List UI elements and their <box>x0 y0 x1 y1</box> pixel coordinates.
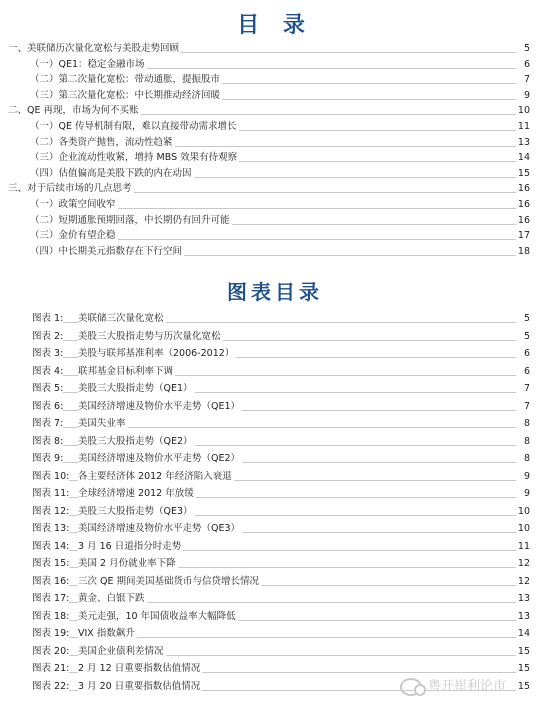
toc-entry[interactable] <box>0 227 550 244</box>
toc-entry-page: 14 <box>516 149 530 166</box>
figure-entry[interactable] <box>0 328 550 345</box>
toc-entry-label: 三、对于后续市场的几点思考 <box>8 180 134 197</box>
figure-entry-label: 黄金、白银下跌 <box>78 590 147 607</box>
figure-entry-label: 美股三大股指走势（QE2） <box>78 433 195 450</box>
figure-entry-label: 美国企业债利差情况 <box>78 643 166 660</box>
figure-entry-page: 8 <box>516 415 530 432</box>
toc-entry-label: （四）中长期美元指数存在下行空间 <box>30 243 184 260</box>
figure-entry[interactable] <box>0 555 550 572</box>
toc-entry[interactable] <box>0 102 550 119</box>
figure-entry-page: 15 <box>516 678 530 695</box>
figure-entry-page: 5 <box>516 328 530 345</box>
figure-entry-page: 14 <box>516 625 530 642</box>
figure-entry-page: 5 <box>516 310 530 327</box>
figure-entry-page: 13 <box>516 608 530 625</box>
figure-entry-label: 3 月 16 日道指分时走势 <box>78 538 183 555</box>
figure-entry-page: 13 <box>516 590 530 607</box>
figure-entry-page: 10 <box>516 503 530 520</box>
toc-entry-label: 一、美联储历次量化宽松与美股走势回顾 <box>8 40 181 57</box>
figure-entry[interactable] <box>0 573 550 590</box>
figure-entry-page: 12 <box>516 573 530 590</box>
toc-entry-page: 7 <box>516 71 530 88</box>
figure-entry-number: 图表 8: <box>32 433 63 450</box>
figure-entry[interactable] <box>0 625 550 642</box>
figure-entry[interactable] <box>0 345 550 362</box>
toc-entry-page: 10 <box>516 102 530 119</box>
figure-entry[interactable] <box>0 485 550 502</box>
figure-entry-label: 美国失业率 <box>78 415 128 432</box>
figure-entry-page: 15 <box>516 660 530 677</box>
toc-entry-page: 6 <box>516 56 530 73</box>
figure-entry[interactable] <box>0 538 550 555</box>
figure-entry-number: 图表 14: <box>32 538 69 555</box>
figure-entry-number: 图表 7: <box>32 415 63 432</box>
toc-entry-label: （一）QE1：稳定金融市场 <box>30 56 147 73</box>
figure-entry[interactable] <box>0 380 550 397</box>
figure-entry[interactable] <box>0 433 550 450</box>
toc-entry-page: 11 <box>516 118 530 135</box>
figure-entry-number: 图表 12: <box>32 503 69 520</box>
wechat-icon <box>400 678 422 696</box>
figure-entry[interactable] <box>0 520 550 537</box>
figure-entry-number: 图表 10: <box>32 468 69 485</box>
figure-entry-label: 美股三大股指走势与历次量化宽松 <box>78 328 223 345</box>
figure-entry-label: 美国经济增速及物价水平走势（QE1） <box>78 398 242 415</box>
figure-entry-page: 6 <box>516 345 530 362</box>
figure-entry-label: 美国 2 月份就业率下降 <box>78 555 178 572</box>
figure-entry[interactable] <box>0 590 550 607</box>
toc-entry-label: （二）各类资产抛售，流动性趋紧 <box>30 134 175 151</box>
figure-entry-number: 图表 4: <box>32 363 63 380</box>
toc-entry-label: （一）政策空间收窄 <box>30 196 118 213</box>
toc-entry[interactable] <box>0 165 550 182</box>
figure-entry-number: 图表 3: <box>32 345 63 362</box>
toc-entry-page: 9 <box>516 87 530 104</box>
toc-entry-label: （一）QE 传导机制有限，难以直接带动需求增长 <box>30 118 239 135</box>
figure-entry-number: 图表 19: <box>32 625 69 642</box>
figure-entry[interactable] <box>0 608 550 625</box>
figure-entry-number: 图表 17: <box>32 590 69 607</box>
figure-entry-label: VIX 指数飙升 <box>78 625 137 642</box>
toc-entry[interactable] <box>0 149 550 166</box>
figure-entry-page: 7 <box>516 380 530 397</box>
toc-entry-label: 二、QE 再现，市场为何不买账 <box>8 102 141 119</box>
figure-entry[interactable] <box>0 398 550 415</box>
figure-entry-page: 8 <box>516 450 530 467</box>
toc-entry[interactable] <box>0 134 550 151</box>
figure-entry-page: 8 <box>516 433 530 450</box>
figure-entry-number: 图表 13: <box>32 520 69 537</box>
toc-entry[interactable] <box>0 87 550 104</box>
figure-entry-label: 3 月 20 日重要指数估值情况 <box>78 678 202 695</box>
toc-entry-page: 16 <box>516 212 530 229</box>
figure-entry[interactable] <box>0 643 550 660</box>
figure-list-title: 图表目录 <box>227 280 323 304</box>
figure-entry-page: 7 <box>516 398 530 415</box>
figure-entry-number: 图表 1: <box>32 310 63 327</box>
figure-entry[interactable] <box>0 310 550 327</box>
toc-entry[interactable] <box>0 212 550 229</box>
figure-entry-label: 美联储三次量化宽松 <box>78 310 166 327</box>
figure-entry-number: 图表 5: <box>32 380 63 397</box>
toc-entry[interactable] <box>0 56 550 73</box>
watermark <box>400 672 550 702</box>
toc-entry[interactable] <box>0 71 550 88</box>
figure-entry-label: 三次 QE 期间美国基础货币与信贷增长情况 <box>78 573 261 590</box>
toc-title: 目 录 <box>237 13 313 38</box>
toc-entry[interactable] <box>0 243 550 260</box>
toc-entry-label: （三）第三次量化宽松：中长期推动经济回暖 <box>30 87 222 104</box>
figure-entry-page: 12 <box>516 555 530 572</box>
figure-entry-page: 6 <box>516 363 530 380</box>
figure-entry-label: 美股与联邦基准利率（2006-2012） <box>78 345 236 362</box>
figure-entry-label: 美国经济增速及物价水平走势（QE3） <box>78 520 242 537</box>
figure-entry-number: 图表 21: <box>32 660 69 677</box>
figure-entry-label: 美股三大股指走势（QE1） <box>78 380 195 397</box>
figure-entry-number: 图表 6: <box>32 398 63 415</box>
toc-entry-page: 18 <box>516 243 530 260</box>
figure-entry-label: 2 月 12 日重要指数估值情况 <box>78 660 202 677</box>
figure-entry[interactable] <box>0 503 550 520</box>
toc-entry-page: 13 <box>516 134 530 151</box>
figure-entry-number: 图表 2: <box>32 328 63 345</box>
figure-entry-page: 10 <box>516 520 530 537</box>
figure-entry[interactable] <box>0 450 550 467</box>
toc-entry-label: （二）短期通胀预期回落，中长期仍有回升可能 <box>30 212 232 229</box>
figure-entry-number: 图表 9: <box>32 450 63 467</box>
figure-entry-number: 图表 15: <box>32 555 69 572</box>
figure-entry-page: 9 <box>516 485 530 502</box>
toc-entry-page: 17 <box>516 227 530 244</box>
toc-entry[interactable] <box>0 180 550 197</box>
toc-entry-page: 16 <box>516 196 530 213</box>
figure-entry-number: 图表 22: <box>32 678 69 695</box>
toc-entry-label: （四）估值偏高是美股下跌的内在动因 <box>30 165 194 182</box>
figure-entry-page: 11 <box>516 538 530 555</box>
toc-entry-label: （二）第二次量化宽松：带动通胀，提振股市 <box>30 71 222 88</box>
toc-entry-label: （三）金价有望企稳 <box>30 227 118 244</box>
figure-entry[interactable] <box>0 468 550 485</box>
toc-entry-label: （三）企业流动性收紧，增持 MBS 效果有待观察 <box>30 149 239 166</box>
figure-entry-label: 美元走强，10 年国债收益率大幅降低 <box>78 608 238 625</box>
figure-entry[interactable] <box>0 363 550 380</box>
figure-entry-label: 联邦基金目标利率下调 <box>78 363 175 380</box>
figure-entry-page: 15 <box>516 643 530 660</box>
figure-entry-label: 全球经济增速 2012 年放缓 <box>78 485 196 502</box>
toc-entry-page: 16 <box>516 180 530 197</box>
figure-entry[interactable] <box>0 415 550 432</box>
figure-entry-page: 9 <box>516 468 530 485</box>
toc-entry[interactable] <box>0 196 550 213</box>
toc-entry-page: 15 <box>516 165 530 182</box>
toc-entry[interactable] <box>0 118 550 135</box>
toc-entry[interactable] <box>0 40 550 57</box>
figure-entry-label: 各主要经济体 2012 年经济陷入衰退 <box>78 468 234 485</box>
figure-entry-number: 图表 11: <box>32 485 69 502</box>
figure-entry-label: 美国经济增速及物价水平走势（QE2） <box>78 450 242 467</box>
figure-entry-number: 图表 16: <box>32 573 69 590</box>
watermark-text: 粤开崔利论市 <box>428 679 507 694</box>
figure-entry-number: 图表 18: <box>32 608 69 625</box>
toc-entry-page: 5 <box>516 40 530 57</box>
figure-entry-number: 图表 20: <box>32 643 69 660</box>
figure-entry-label: 美股三大股指走势（QE3） <box>78 503 195 520</box>
